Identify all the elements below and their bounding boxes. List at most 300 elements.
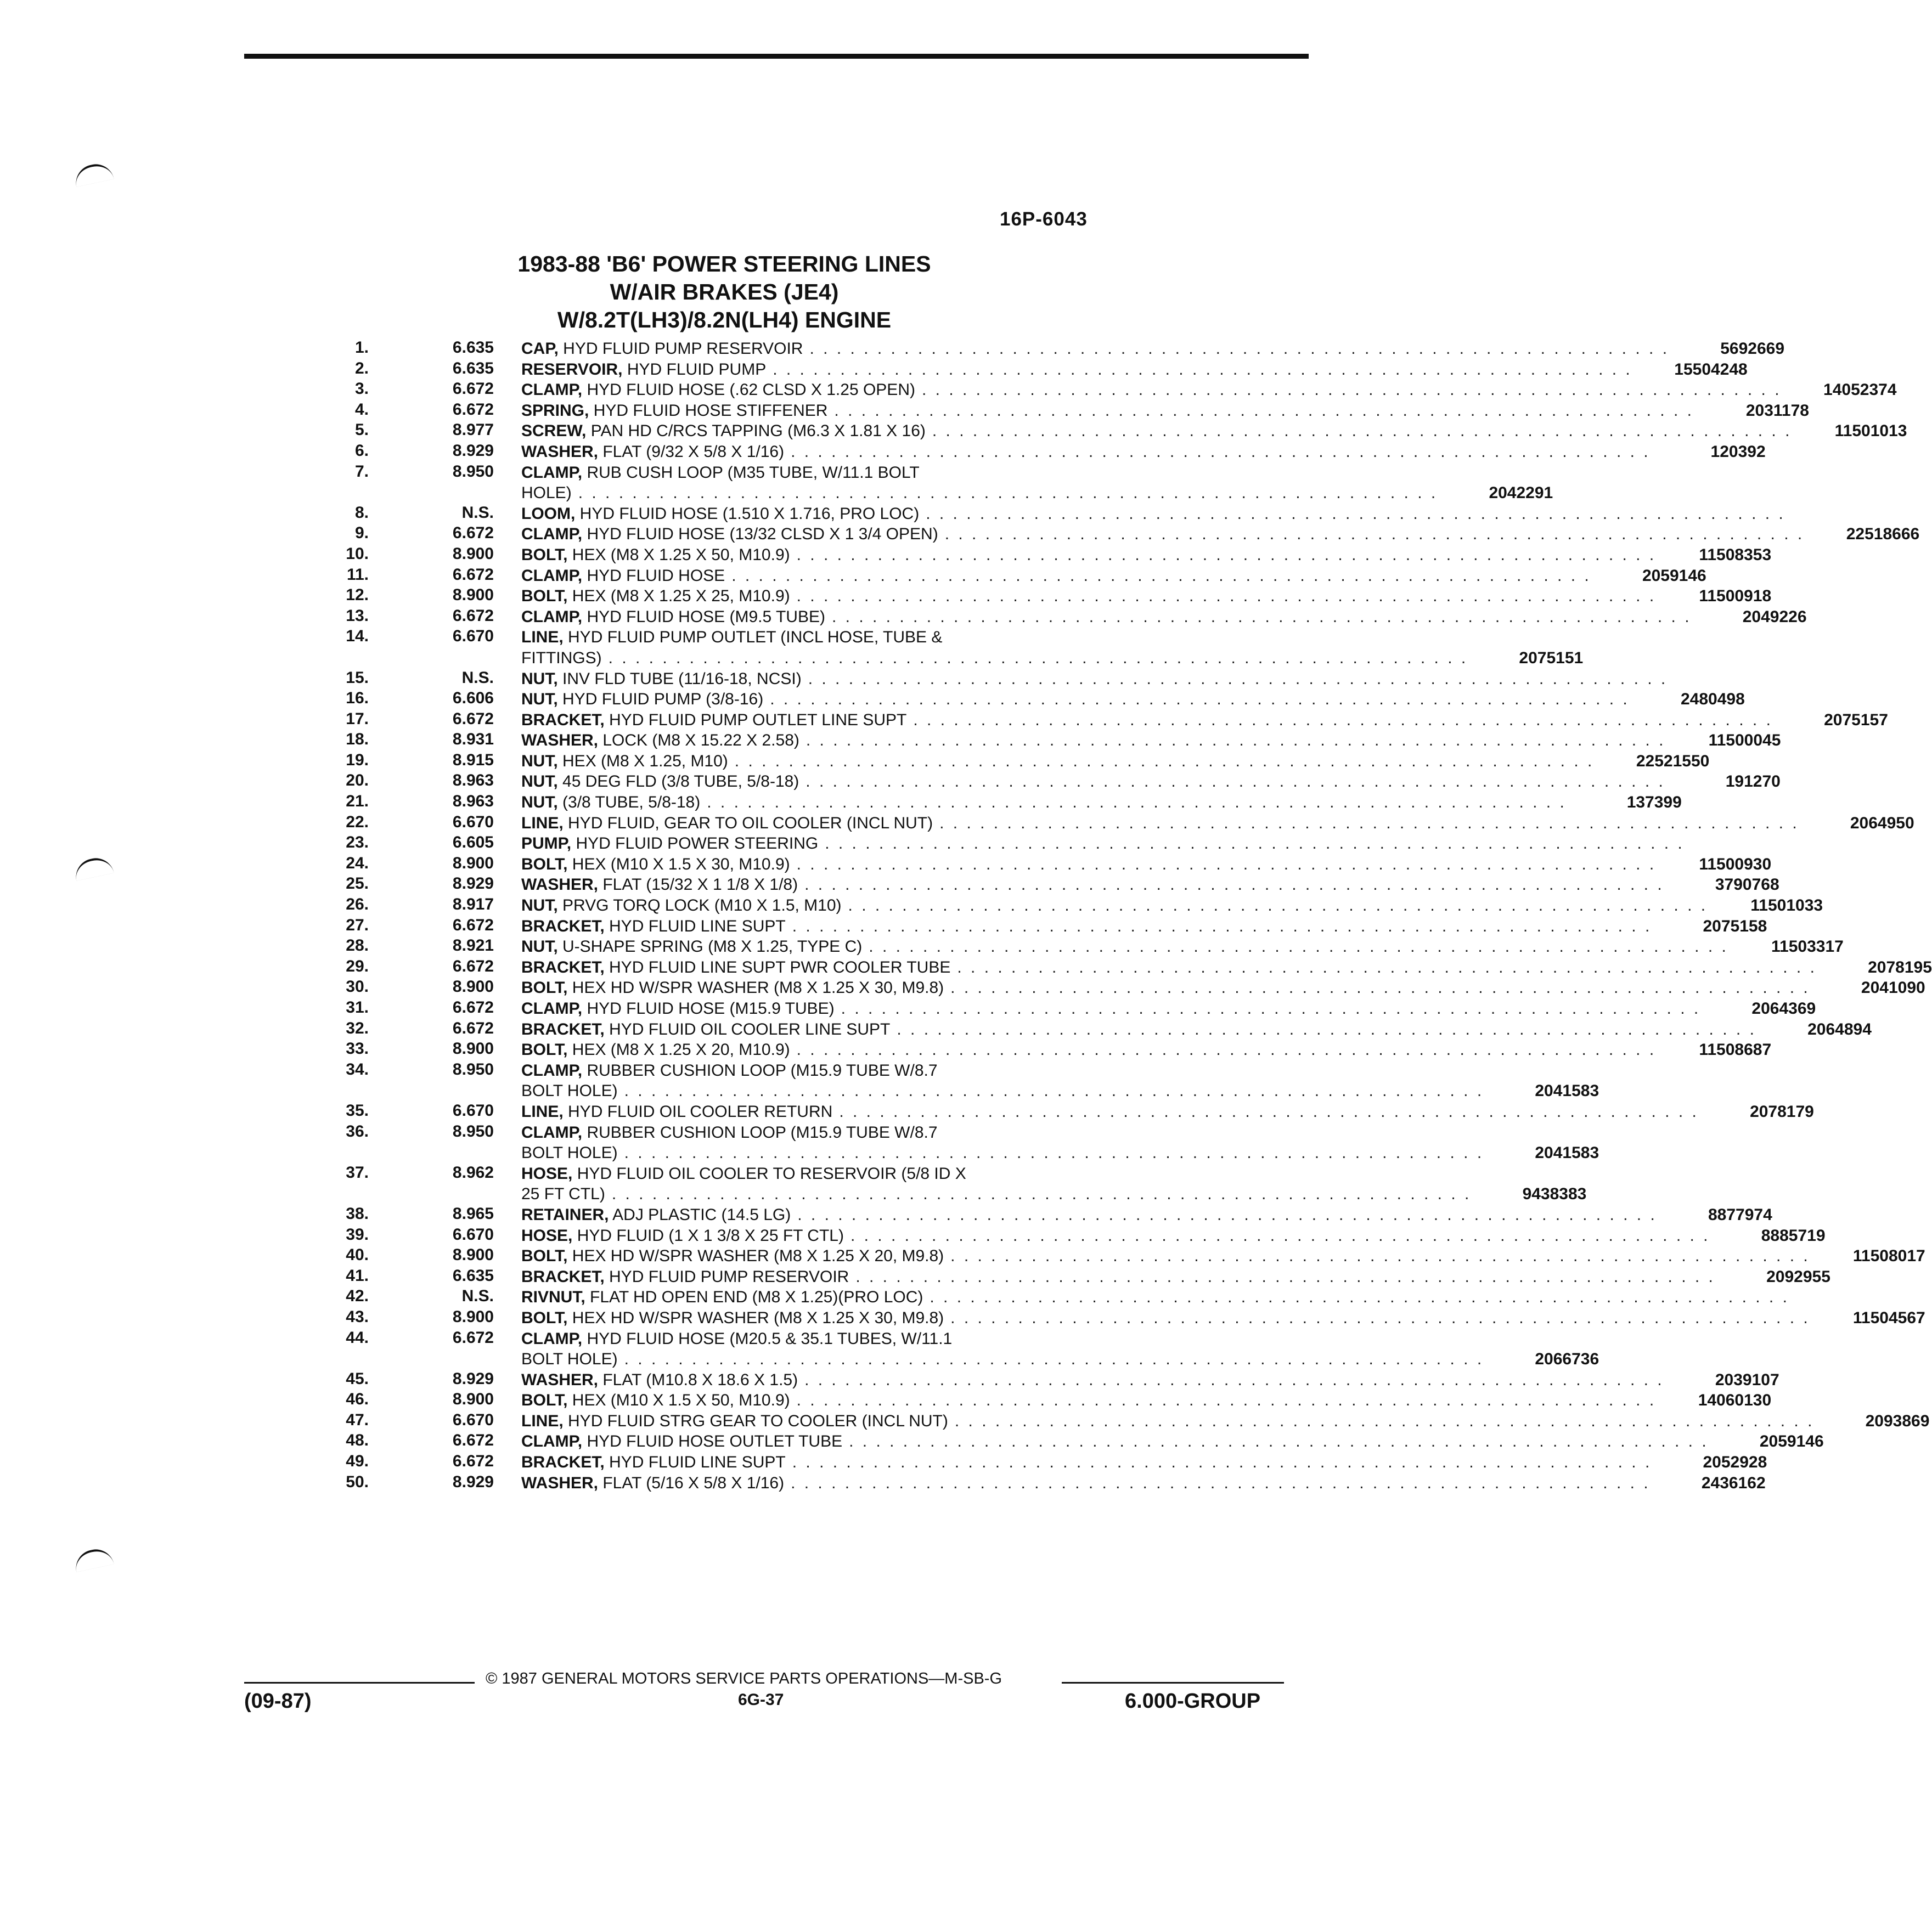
part-number: 14052374 — [1823, 381, 1897, 399]
description-text — [521, 730, 799, 751]
description-line — [521, 1390, 1772, 1411]
item-description — [521, 442, 1766, 462]
item-description — [521, 710, 1888, 731]
part-keyword: CLAMP, — [521, 566, 583, 585]
leader-dots: . . . . . . . . . . . . . . . . . . . . . . . . . . . . . . . . . . . . . . . . . . . . . . . . . . . . . . . . . . . . . . . . — [954, 1411, 1815, 1430]
leader-dots: . . . . . . . . . . . . . . . . . . . . . . . . . . . . . . . . . . . . . . . . . . . . . . . . . . . . . . . . . . . . . . . . — [608, 648, 1468, 667]
part-keyword: BOLT, — [521, 855, 568, 873]
item-number: 26. — [346, 895, 369, 914]
table-row — [329, 916, 1767, 937]
group-number: 6.635 — [452, 359, 494, 377]
table-row — [329, 730, 1781, 751]
part-number: 2059146 — [1642, 566, 1706, 585]
part-number: 2078195 — [1868, 958, 1932, 976]
part-keyword: BOLT, — [521, 1247, 568, 1266]
description-line — [521, 421, 1907, 442]
part-keyword: HOSE, — [521, 1164, 573, 1183]
table-row — [329, 689, 1745, 710]
part-detail: HYD FLUID PUMP (3/8-16) — [562, 690, 764, 709]
table-row — [329, 338, 1785, 359]
table-row — [329, 668, 1668, 690]
item-number: 31. — [346, 998, 369, 1017]
part-detail: HYD FLUID HOSE (M20.5 & 35.1 TUBES, W/11.1 — [587, 1329, 953, 1348]
leader-dots: . . . . . . . . . . . . . . . . . . . . . . . . . . . . . . . . . . . . . . . . . . . . . . . . . . . . . . . . . . . . . . . . — [796, 1391, 1657, 1410]
part-keyword: LINE, — [521, 1411, 564, 1430]
leader-dots: . . . . . . . . . . . . . . . . . . . . . . . . . . . . . . . . . . . . . . . . . . . . . . . . . . . . . . . . . . . . . . . . — [624, 1082, 1484, 1100]
description-text — [521, 936, 862, 957]
leader-dots: . . . . . . . . . . . . . . . . . . . . . . . . . . . . . . . . . . . . . . . . . . . . . . . . . . . . . . . . . . . . . . . . — [792, 917, 1652, 935]
description-text — [521, 1390, 790, 1411]
group-number: N.S. — [461, 503, 494, 522]
item-description — [521, 462, 1553, 504]
description-line — [521, 1473, 1766, 1494]
table-row — [329, 771, 1781, 792]
description-text — [521, 462, 920, 483]
table-row — [329, 462, 1553, 504]
leader-dots: . . . . . . . . . . . . . . . . . . . . . . . . . . . . . . . . . . . . . . . . . . . . . . . . . . . . . . . . . . . . . . . . — [804, 876, 1664, 894]
item-description — [521, 813, 1914, 834]
part-number: 2480498 — [1680, 690, 1745, 709]
punch-mark — [72, 161, 114, 187]
table-row — [329, 1204, 1772, 1226]
group-number: 8.965 — [452, 1204, 494, 1223]
description-text — [521, 957, 950, 978]
description-line — [521, 566, 1706, 586]
part-number: 2059146 — [1759, 1432, 1824, 1451]
group-number: 6.672 — [452, 1328, 494, 1347]
description-text — [521, 1329, 952, 1350]
table-row — [329, 1163, 1587, 1205]
part-detail: FLAT (9/32 X 5/8 X 1/16) — [602, 442, 785, 461]
part-detail: HYD FLUID HOSE (.62 CLSD X 1.25 OPEN) — [587, 381, 915, 399]
description-text — [521, 1226, 844, 1246]
document-number: 16P-6043 — [1000, 208, 1088, 230]
description-continuation: BOLT HOLE) — [521, 1350, 618, 1369]
description-text — [521, 1473, 784, 1494]
punch-mark — [72, 1546, 114, 1572]
table-row — [329, 380, 1897, 400]
table-row — [329, 874, 1779, 895]
description-line — [521, 462, 1396, 483]
group-number: 8.929 — [452, 1472, 494, 1491]
part-number: 2064369 — [1751, 1000, 1816, 1018]
leader-dots: . . . . . . . . . . . . . . . . . . . . . . . . . . . . . . . . . . . . . . . . . . . . . . . . . . . . . . . . . . . . . . . . — [809, 340, 1670, 358]
part-detail: HYD FLUID HOSE (M15.9 TUBE) — [587, 1000, 835, 1018]
part-keyword: BOLT, — [521, 587, 568, 606]
part-detail: FLAT (5/16 X 5/8 X 1/16) — [602, 1473, 785, 1492]
part-detail: RUBBER CUSHION LOOP (M15.9 TUBE W/8.7 — [587, 1123, 938, 1142]
item-description — [521, 874, 1779, 895]
group-number: 6.672 — [452, 565, 494, 584]
table-row — [329, 1225, 1826, 1246]
item-description — [521, 524, 1920, 545]
table-row — [329, 1472, 1766, 1494]
description-line — [521, 1411, 1930, 1432]
group-number: 8.963 — [452, 792, 494, 811]
part-detail: HYD FLUID HOSE OUTLET TUBE — [587, 1432, 843, 1451]
description-text — [521, 1205, 791, 1226]
part-keyword: NUT, — [521, 752, 558, 770]
part-keyword: PUMP, — [521, 834, 572, 853]
group-number: 6.672 — [452, 380, 494, 398]
item-number: 38. — [346, 1204, 369, 1223]
leader-dots: . . . . . . . . . . . . . . . . . . . . . . . . . . . . . . . . . . . . . . . . . . . . . . . . . . . . . . . . . . . . . . . . — [791, 442, 1651, 461]
part-number: 2064950 — [1850, 814, 1914, 832]
part-detail: HEX HD W/SPR WASHER (M8 X 1.25 X 20, M9.8) — [572, 1247, 944, 1266]
title-line: W/AIR BRAKES (JE4) — [610, 279, 839, 304]
item-description — [521, 359, 1748, 380]
table-row — [329, 606, 1807, 628]
item-number: 39. — [346, 1225, 369, 1244]
description-text — [521, 627, 942, 648]
part-keyword: HOSE, — [521, 1226, 573, 1245]
item-description — [521, 792, 1682, 813]
footer-rule-left — [244, 1682, 475, 1684]
description-line — [521, 957, 1932, 978]
table-row — [329, 1452, 1767, 1473]
item-description — [521, 627, 1584, 668]
description-line — [521, 1019, 1872, 1040]
leader-dots: . . . . . . . . . . . . . . . . . . . . . . . . . . . . . . . . . . . . . . . . . . . . . . . . . . . . . . . . . . . . . . . . — [926, 504, 1785, 523]
leader-dots: . . . . . . . . . . . . . . . . . . . . . . . . . . . . . . . . . . . . . . . . . . . . . . . . . . . . . . . . . . . . . . . . — [624, 1350, 1484, 1369]
description-text — [521, 1370, 798, 1391]
item-number: 17. — [346, 709, 369, 728]
punch-mark — [72, 855, 114, 881]
group-number: 8.963 — [452, 771, 494, 790]
description-text — [521, 359, 766, 380]
group-number: 6.670 — [452, 812, 494, 831]
part-detail: HYD FLUID (1 X 1 3/8 X 25 FT CTL) — [577, 1226, 844, 1245]
item-description — [521, 1329, 1599, 1370]
description-line — [521, 1040, 1772, 1060]
item-number: 7. — [354, 462, 369, 481]
group-number: 8.962 — [452, 1163, 494, 1182]
table-row — [329, 524, 1920, 545]
item-description — [521, 751, 1710, 772]
table-row — [329, 1122, 1599, 1164]
description-text — [521, 1431, 842, 1452]
part-keyword: WASHER, — [521, 442, 599, 461]
title-line: W/8.2T(LH3)/8.2N(LH4) ENGINE — [557, 307, 892, 332]
item-number: 32. — [346, 1019, 369, 1037]
group-number: 8.950 — [452, 462, 494, 481]
description-line — [521, 1452, 1767, 1473]
part-number: 11504567 — [1852, 1308, 1925, 1327]
title-line: 1983-88 'B6' POWER STEERING LINES — [517, 251, 931, 276]
group-number: 6.672 — [452, 998, 494, 1017]
item-number: 14. — [346, 627, 369, 646]
item-number: 15. — [346, 668, 369, 687]
group-number: 6.635 — [452, 338, 494, 357]
item-description — [521, 1452, 1767, 1473]
part-number: 2041090 — [1861, 979, 1925, 997]
table-row — [329, 359, 1748, 380]
group-number: 6.672 — [452, 524, 494, 543]
item-description — [521, 1226, 1826, 1246]
description-line — [521, 1226, 1826, 1246]
part-keyword: NUT, — [521, 938, 558, 956]
item-description — [521, 1040, 1772, 1060]
description-text — [521, 607, 825, 628]
part-keyword: WASHER, — [521, 876, 599, 894]
part-number: 2075157 — [1824, 710, 1888, 729]
item-description — [521, 504, 1785, 524]
part-keyword: SPRING, — [521, 401, 589, 420]
leader-dots: . . . . . . . . . . . . . . . . . . . . . . . . . . . . . . . . . . . . . . . . . . . . . . . . . . . . . . . . . . . . . . . . — [841, 1000, 1701, 1018]
description-line — [521, 483, 1553, 504]
description-text — [521, 689, 763, 710]
group-number: 8.929 — [452, 1369, 494, 1388]
group-number: 8.900 — [452, 544, 494, 563]
table-row — [329, 1060, 1599, 1102]
part-keyword: BRACKET, — [521, 1020, 605, 1038]
description-text — [521, 421, 926, 442]
description-text — [521, 1308, 944, 1329]
description-line — [521, 1370, 1779, 1391]
description-line — [521, 874, 1779, 895]
description-text — [521, 380, 915, 400]
part-number: 2075151 — [1519, 648, 1584, 667]
description-text — [521, 1164, 966, 1184]
description-line — [521, 1164, 1396, 1184]
part-number: 2052928 — [1703, 1453, 1767, 1472]
group-number: 8.921 — [452, 936, 494, 955]
group-number: 6.606 — [452, 689, 494, 708]
part-detail: HEX (M8 X 1.25 X 50, M10.9) — [572, 545, 790, 564]
part-number: 2078179 — [1750, 1102, 1814, 1121]
description-line — [521, 771, 1781, 792]
leader-dots: . . . . . . . . . . . . . . . . . . . . . . . . . . . . . . . . . . . . . . . . . . . . . . . . . . . . . . . . . . . . . . . . — [791, 1473, 1651, 1492]
item-number: 23. — [346, 833, 369, 852]
item-number: 16. — [346, 689, 369, 708]
part-number: 137399 — [1626, 793, 1682, 812]
group-number: 8.900 — [452, 1307, 494, 1326]
part-detail: HYD FLUID OIL COOLER TO RESERVOIR (5/8 ID X — [577, 1164, 966, 1183]
part-keyword: NUT, — [521, 772, 558, 791]
leader-dots: . . . . . . . . . . . . . . . . . . . . . . . . . . . . . . . . . . . . . . . . . . . . . . . . . . . . . . . . . . . . . . . . — [770, 690, 1630, 709]
part-keyword: CAP, — [521, 340, 559, 358]
part-number: 2042291 — [1489, 484, 1553, 502]
item-description — [521, 916, 1767, 937]
description-line — [521, 669, 1668, 690]
description-text — [521, 1452, 786, 1473]
part-detail: HEX (M8 X 1.25 X 25, M10.9) — [572, 587, 790, 606]
leader-dots: . . . . . . . . . . . . . . . . . . . . . . . . . . . . . . . . . . . . . . . . . . . . . . . . . . . . . . . . . . . . . . . . — [839, 1102, 1699, 1121]
description-line — [521, 1287, 1789, 1308]
part-number: 8877974 — [1708, 1205, 1772, 1224]
part-number: 11508017 — [1852, 1247, 1925, 1266]
description-line — [521, 813, 1914, 834]
group-number: 8.977 — [452, 421, 494, 439]
group-number: 6.672 — [452, 1019, 494, 1037]
item-number: 27. — [346, 916, 369, 934]
leader-dots: . . . . . . . . . . . . . . . . . . . . . . . . . . . . . . . . . . . . . . . . . . . . . . . . . . . . . . . . . . . . . . . . — [950, 1308, 1810, 1327]
part-detail: HYD FLUID OIL COOLER RETURN — [568, 1102, 833, 1121]
description-line — [521, 895, 1823, 916]
part-number: 2075158 — [1703, 917, 1767, 935]
leader-dots: . . . . . . . . . . . . . . . . . . . . . . . . . . . . . . . . . . . . . . . . . . . . . . . . . . . . . . . . . . . . . . . . — [578, 484, 1438, 502]
leader-dots: . . . . . . . . . . . . . . . . . . . . . . . . . . . . . . . . . . . . . . . . . . . . . . . . . . . . . . . . . . . . . . . . — [734, 752, 1595, 770]
part-detail: U-SHAPE SPRING (M8 X 1.25, TYPE C) — [562, 938, 863, 956]
part-detail: HYD FLUID LINE SUPT — [609, 1453, 786, 1472]
description-line — [521, 1060, 1396, 1081]
item-description — [521, 669, 1668, 690]
item-number: 49. — [346, 1452, 369, 1471]
group-number: 6.670 — [452, 1101, 494, 1120]
top-rule — [244, 54, 1309, 59]
part-number: 2041583 — [1535, 1082, 1599, 1100]
leader-dots: . . . . . . . . . . . . . . . . . . . . . . . . . . . . . . . . . . . . . . . . . . . . . . . . . . . . . . . . . . . . . . . . — [707, 793, 1567, 812]
leader-dots: . . . . . . . . . . . . . . . . . . . . . . . . . . . . . . . . . . . . . . . . . . . . . . . . . . . . . . . . . . . . . . . . — [921, 381, 1782, 399]
item-description — [521, 730, 1781, 751]
leader-dots: . . . . . . . . . . . . . . . . . . . . . . . . . . . . . . . . . . . . . . . . . . . . . . . . . . . . . . . . . . . . . . . . — [832, 607, 1692, 626]
table-row — [329, 421, 1907, 442]
item-description — [521, 1287, 1789, 1308]
group-number: 8.900 — [452, 1040, 494, 1058]
item-description — [521, 1246, 1925, 1267]
description-line — [521, 1102, 1814, 1122]
part-keyword: BRACKET, — [521, 1267, 605, 1286]
part-number: 8885719 — [1761, 1226, 1826, 1245]
description-line — [521, 627, 1396, 648]
part-detail: HYD FLUID HOSE (13/32 CLSD X 1 3/4 OPEN) — [587, 525, 938, 544]
description-line — [521, 978, 1925, 998]
part-detail: HYD FLUID HOSE — [587, 566, 725, 585]
item-number: 28. — [346, 936, 369, 955]
item-number: 1. — [354, 338, 369, 357]
item-number: 13. — [346, 606, 369, 625]
table-row — [329, 544, 1772, 566]
description-line — [521, 648, 1584, 669]
part-detail: RUB CUSH LOOP (M35 TUBE, W/11.1 BOLT — [587, 463, 920, 482]
description-line — [521, 338, 1785, 359]
group-number: 8.929 — [452, 874, 494, 893]
description-line — [521, 442, 1766, 462]
description-text — [521, 833, 818, 854]
description-text — [521, 916, 786, 937]
part-keyword: WASHER, — [521, 1473, 599, 1492]
description-continuation: FITTINGS) — [521, 648, 602, 667]
group-number: 6.672 — [452, 916, 494, 934]
table-row — [329, 792, 1682, 813]
description-text — [521, 1246, 944, 1267]
item-description — [521, 895, 1823, 916]
description-line — [521, 1308, 1925, 1329]
description-text — [521, 874, 798, 895]
part-number: 191270 — [1725, 772, 1781, 791]
description-line — [521, 1143, 1599, 1164]
part-detail: LOCK (M8 X 15.22 X 2.58) — [602, 731, 799, 750]
table-row — [329, 441, 1766, 462]
table-row — [329, 586, 1772, 607]
item-description — [521, 771, 1781, 792]
description-text — [521, 586, 790, 607]
item-description — [521, 1060, 1599, 1102]
table-row — [329, 565, 1706, 586]
part-detail: PRVG TORQ LOCK (M10 X 1.5, M10) — [562, 896, 842, 915]
leader-dots: . . . . . . . . . . . . . . . . . . . . . . . . . . . . . . . . . . . . . . . . . . . . . . . . . . . . . . . . . . . . . . . . — [897, 1020, 1756, 1038]
leader-dots: . . . . . . . . . . . . . . . . . . . . . . . . . . . . . . . . . . . . . . . . . . . . . . . . . . . . . . . . . . . . . . . . — [950, 979, 1810, 997]
group-number: 6.672 — [452, 957, 494, 975]
part-detail: FLAT (M10.8 X 18.6 X 1.5) — [602, 1370, 798, 1389]
item-number: 43. — [346, 1307, 369, 1326]
item-description — [521, 545, 1772, 566]
description-line — [521, 998, 1816, 1019]
table-row — [329, 1307, 1925, 1329]
description-line — [521, 751, 1710, 772]
item-number: 8. — [354, 503, 369, 522]
item-number: 12. — [346, 586, 369, 605]
leader-dots: . . . . . . . . . . . . . . . . . . . . . . . . . . . . . . . . . . . . . . . . . . . . . . . . . . . . . . . . . . . . . . . . — [849, 1432, 1709, 1451]
part-number: 3790768 — [1715, 876, 1779, 894]
table-row — [329, 1390, 1772, 1411]
item-number: 46. — [346, 1390, 369, 1409]
part-detail: HYD FLUID PUMP OUTLET LINE SUPT — [609, 710, 907, 729]
group-number: 6.605 — [452, 833, 494, 852]
part-detail: HYD FLUID PUMP OUTLET (INCL HOSE, TUBE & — [568, 628, 943, 647]
item-description — [521, 1205, 1772, 1226]
group-number: 6.670 — [452, 627, 494, 646]
item-number: 4. — [354, 400, 369, 419]
part-detail: HYD FLUID HOSE STIFFENER — [593, 401, 828, 420]
item-number: 29. — [346, 957, 369, 975]
leader-dots: . . . . . . . . . . . . . . . . . . . . . . . . . . . . . . . . . . . . . . . . . . . . . . . . . . . . . . . . . . . . . . . . — [806, 731, 1666, 750]
leader-dots: . . . . . . . . . . . . . . . . . . . . . . . . . . . . . . . . . . . . . . . . . . . . . . . . . . . . . . . . . . . . . . . . — [773, 360, 1632, 379]
item-description — [521, 833, 1685, 854]
part-number: 11501033 — [1750, 896, 1823, 915]
description-text — [521, 524, 938, 545]
description-text — [521, 1060, 938, 1081]
part-detail: HYD FLUID HOSE (M9.5 TUBE) — [587, 607, 825, 626]
part-keyword: BOLT, — [521, 1308, 568, 1327]
item-number: 40. — [346, 1246, 369, 1264]
part-number: 22518666 — [1846, 525, 1920, 544]
item-number: 18. — [346, 730, 369, 749]
group-number: 8.929 — [452, 441, 494, 460]
item-number: 5. — [354, 421, 369, 439]
page-title — [417, 250, 1032, 334]
group-number: N.S. — [461, 1287, 494, 1306]
description-continuation: BOLT HOLE) — [521, 1082, 618, 1100]
part-keyword: LINE, — [521, 628, 564, 647]
table-row — [329, 1328, 1599, 1370]
group-number: 6.672 — [452, 709, 494, 728]
item-description — [521, 400, 1809, 421]
part-keyword: BRACKET, — [521, 917, 605, 935]
description-line — [521, 1349, 1599, 1370]
leader-dots: . . . . . . . . . . . . . . . . . . . . . . . . . . . . . . . . . . . . . . . . . . . . . . . . . . . . . . . . . . . . . . . . — [804, 1370, 1664, 1389]
part-number: 2066736 — [1535, 1350, 1599, 1369]
table-row — [329, 503, 1785, 524]
table-row — [329, 978, 1925, 998]
description-text — [521, 504, 919, 524]
description-line — [521, 710, 1888, 731]
item-number: 50. — [346, 1472, 369, 1491]
group-number: 6.672 — [452, 400, 494, 419]
part-keyword: BRACKET, — [521, 1453, 605, 1472]
description-text — [521, 813, 933, 834]
group-number: 8.950 — [452, 1060, 494, 1079]
part-number: 11501013 — [1834, 422, 1907, 441]
group-number: 8.950 — [452, 1122, 494, 1140]
description-line — [521, 730, 1781, 751]
group-number: 6.672 — [452, 1452, 494, 1471]
item-number: 47. — [346, 1410, 369, 1429]
description-line — [521, 689, 1745, 710]
description-line — [521, 1267, 1830, 1288]
description-text — [521, 1019, 890, 1040]
part-detail: FLAT HD OPEN END (M8 X 1.25)(PRO LOC) — [590, 1288, 923, 1307]
